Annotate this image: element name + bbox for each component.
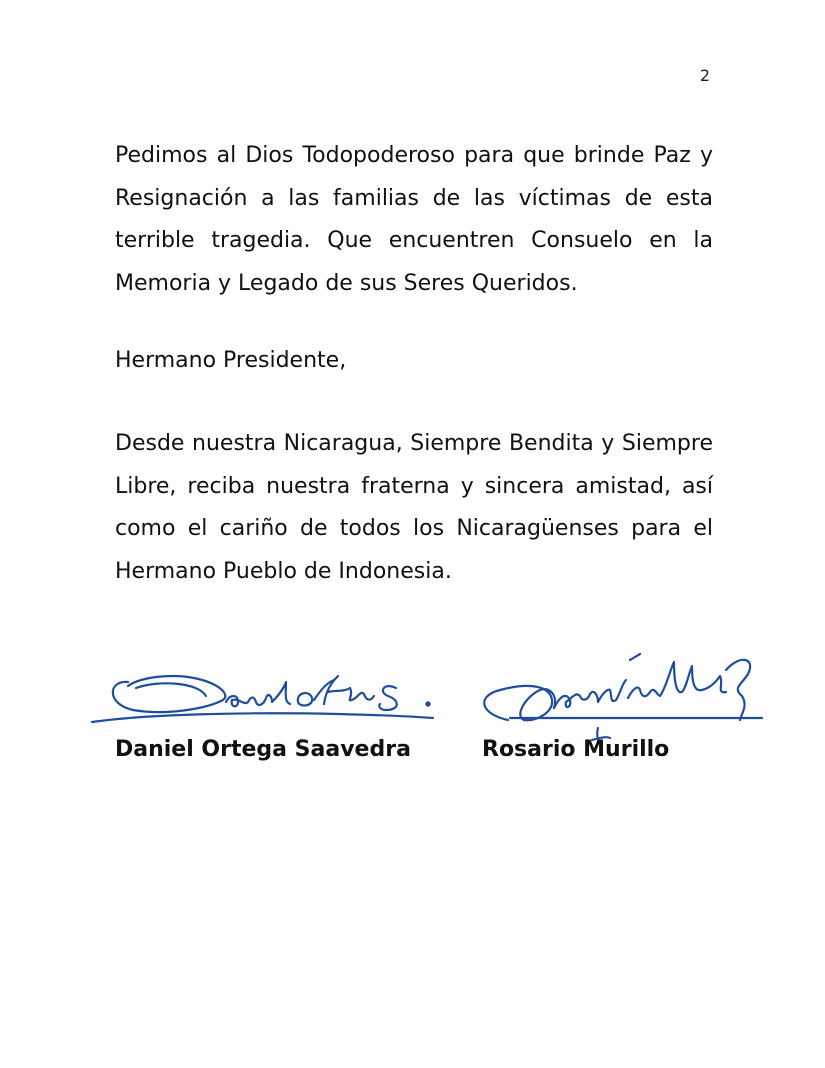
page-number: 2 (699, 66, 710, 85)
closing-paragraph: Desde nuestra Nicaragua, Siempre Bendita y Siempre Libre, reciba nuestra fraterna y sincera amistad, así como el cariño de todos los Nicaragüenses para el Hermano Pueblo de Indonesia. (115, 431, 713, 584)
intercession-paragraph: Pedimos al Dios Todopoderoso para que brinde Paz y Resignación a las familias de las víctimas de esta terrible tragedia. Que encuentren Consuelo en la Memoria y Legado de sus Seres Queridos. (115, 143, 713, 296)
signer-name-right: Rosario Murillo (482, 737, 670, 762)
signature-daniel-ortega (88, 652, 443, 732)
signer-name-left: Daniel Ortega Saavedra (115, 737, 411, 762)
salutation: Hermano Presidente, (115, 348, 347, 373)
